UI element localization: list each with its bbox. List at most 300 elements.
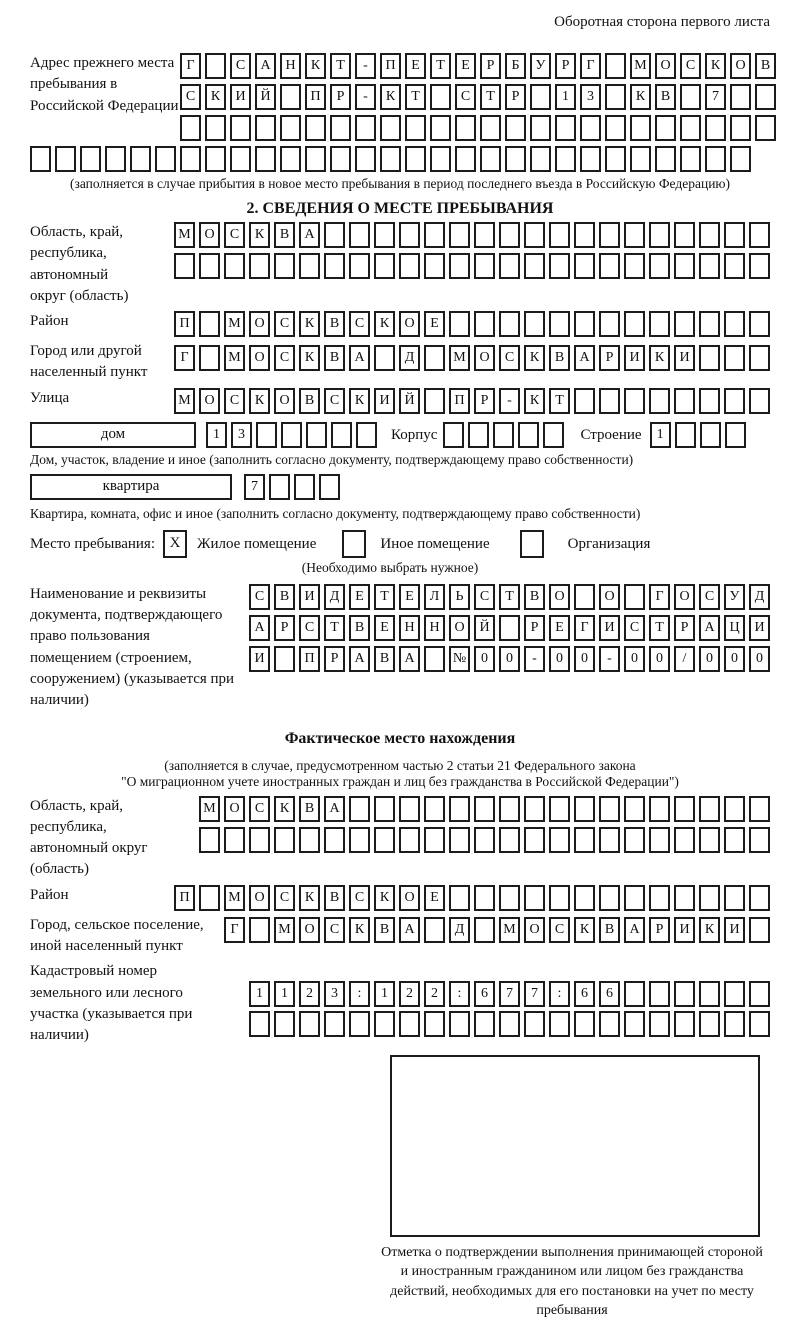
char-box[interactable]: П xyxy=(174,311,195,337)
char-box[interactable] xyxy=(574,311,595,337)
char-box[interactable] xyxy=(549,1011,570,1037)
char-box[interactable]: Е xyxy=(424,311,445,337)
char-box[interactable] xyxy=(294,474,315,500)
char-box[interactable]: О xyxy=(399,311,420,337)
char-box[interactable]: 0 xyxy=(699,646,720,672)
char-box[interactable] xyxy=(524,222,545,248)
char-box[interactable]: 3 xyxy=(580,84,601,110)
char-box[interactable] xyxy=(299,827,320,853)
char-box[interactable]: А xyxy=(249,615,270,641)
char-box[interactable]: И xyxy=(249,646,270,672)
char-box[interactable] xyxy=(749,388,770,414)
char-box[interactable]: В xyxy=(524,584,545,610)
char-box[interactable]: П xyxy=(174,885,195,911)
char-box[interactable] xyxy=(724,1011,745,1037)
char-box[interactable] xyxy=(399,222,420,248)
char-box[interactable] xyxy=(224,827,245,853)
char-box[interactable] xyxy=(605,84,626,110)
char-box[interactable] xyxy=(524,253,545,279)
char-box[interactable] xyxy=(474,1011,495,1037)
char-box[interactable] xyxy=(349,827,370,853)
char-box[interactable]: К xyxy=(630,84,651,110)
char-box[interactable] xyxy=(55,146,76,172)
char-box[interactable] xyxy=(549,253,570,279)
char-box[interactable]: Е xyxy=(374,615,395,641)
char-box[interactable] xyxy=(30,146,51,172)
char-box[interactable]: Й xyxy=(399,388,420,414)
char-box[interactable] xyxy=(599,796,620,822)
char-box[interactable]: В xyxy=(324,311,345,337)
char-box[interactable]: П xyxy=(449,388,470,414)
char-box[interactable]: Н xyxy=(399,615,420,641)
char-box[interactable] xyxy=(749,345,770,371)
char-box[interactable] xyxy=(474,917,495,943)
char-box[interactable]: А xyxy=(349,345,370,371)
char-box[interactable]: В xyxy=(299,388,320,414)
char-box[interactable]: И xyxy=(749,615,770,641)
char-box[interactable] xyxy=(630,115,651,141)
char-box[interactable]: Ь xyxy=(449,584,470,610)
char-box[interactable] xyxy=(274,253,295,279)
char-box[interactable]: М xyxy=(174,222,195,248)
char-box[interactable]: К xyxy=(374,311,395,337)
char-box[interactable] xyxy=(724,222,745,248)
char-box[interactable] xyxy=(174,253,195,279)
char-box[interactable]: Р xyxy=(674,615,695,641)
char-box[interactable]: № xyxy=(449,646,470,672)
char-box[interactable]: Д xyxy=(449,917,470,943)
char-box[interactable] xyxy=(624,827,645,853)
char-box[interactable] xyxy=(349,253,370,279)
char-box[interactable]: А xyxy=(624,917,645,943)
char-box[interactable]: В xyxy=(374,646,395,672)
char-box[interactable] xyxy=(306,422,327,448)
char-box[interactable] xyxy=(543,422,564,448)
char-box[interactable] xyxy=(549,311,570,337)
char-box[interactable] xyxy=(699,388,720,414)
char-box[interactable] xyxy=(205,115,226,141)
char-box[interactable] xyxy=(624,796,645,822)
char-box[interactable]: Й xyxy=(255,84,276,110)
char-box[interactable]: С xyxy=(699,584,720,610)
char-box[interactable]: К xyxy=(299,885,320,911)
char-box[interactable]: - xyxy=(599,646,620,672)
char-box[interactable] xyxy=(574,1011,595,1037)
char-box[interactable]: Р xyxy=(599,345,620,371)
char-box[interactable] xyxy=(599,827,620,853)
char-box[interactable] xyxy=(630,146,651,172)
char-box[interactable] xyxy=(474,796,495,822)
char-box[interactable]: Л xyxy=(424,584,445,610)
char-box[interactable]: И xyxy=(674,917,695,943)
char-box[interactable] xyxy=(424,345,445,371)
char-box[interactable] xyxy=(349,796,370,822)
char-box[interactable] xyxy=(699,981,720,1007)
char-box[interactable] xyxy=(624,981,645,1007)
char-box[interactable]: 7 xyxy=(244,474,265,500)
char-box[interactable] xyxy=(524,885,545,911)
char-box[interactable] xyxy=(424,646,445,672)
char-box[interactable] xyxy=(649,388,670,414)
char-box[interactable] xyxy=(555,146,576,172)
char-box[interactable]: Р xyxy=(474,388,495,414)
char-box[interactable]: Г xyxy=(649,584,670,610)
char-box[interactable] xyxy=(280,146,301,172)
char-box[interactable] xyxy=(449,1011,470,1037)
char-box[interactable]: К xyxy=(299,345,320,371)
char-box[interactable] xyxy=(530,146,551,172)
char-box[interactable] xyxy=(255,146,276,172)
char-box[interactable]: Б xyxy=(505,53,526,79)
char-box[interactable] xyxy=(599,253,620,279)
char-box[interactable] xyxy=(649,253,670,279)
char-box[interactable]: Р xyxy=(524,615,545,641)
char-box[interactable] xyxy=(424,388,445,414)
char-box[interactable] xyxy=(724,388,745,414)
char-box[interactable]: Ц xyxy=(724,615,745,641)
char-box[interactable] xyxy=(424,917,445,943)
char-box[interactable] xyxy=(749,885,770,911)
char-box[interactable] xyxy=(524,311,545,337)
char-box[interactable]: М xyxy=(630,53,651,79)
char-box[interactable]: 0 xyxy=(624,646,645,672)
char-box[interactable] xyxy=(555,115,576,141)
char-box[interactable] xyxy=(724,311,745,337)
char-box[interactable] xyxy=(399,1011,420,1037)
char-box[interactable]: А xyxy=(699,615,720,641)
char-box[interactable]: У xyxy=(724,584,745,610)
char-box[interactable]: О xyxy=(199,222,220,248)
char-box[interactable]: В xyxy=(274,222,295,248)
char-box[interactable] xyxy=(424,222,445,248)
char-box[interactable] xyxy=(380,115,401,141)
char-box[interactable] xyxy=(199,345,220,371)
char-box[interactable] xyxy=(674,796,695,822)
char-box[interactable]: К xyxy=(705,53,726,79)
char-box[interactable]: 6 xyxy=(474,981,495,1007)
char-box[interactable]: Д xyxy=(324,584,345,610)
char-box[interactable]: С xyxy=(274,311,295,337)
char-box[interactable] xyxy=(443,422,464,448)
char-box[interactable] xyxy=(331,422,352,448)
char-box[interactable] xyxy=(430,146,451,172)
char-box[interactable] xyxy=(505,115,526,141)
char-box[interactable]: У xyxy=(530,53,551,79)
char-box[interactable]: 6 xyxy=(599,981,620,1007)
char-box[interactable] xyxy=(499,1011,520,1037)
char-box[interactable] xyxy=(724,827,745,853)
char-box[interactable] xyxy=(624,388,645,414)
char-box[interactable]: Р xyxy=(505,84,526,110)
char-box[interactable]: Е xyxy=(405,53,426,79)
char-box[interactable] xyxy=(199,311,220,337)
char-box[interactable] xyxy=(105,146,126,172)
char-box[interactable] xyxy=(649,222,670,248)
dom-type-box[interactable]: дом xyxy=(30,422,196,448)
char-box[interactable]: К xyxy=(349,388,370,414)
char-box[interactable]: К xyxy=(249,222,270,248)
char-box[interactable]: М xyxy=(174,388,195,414)
char-box[interactable]: О xyxy=(449,615,470,641)
char-box[interactable]: М xyxy=(199,796,220,822)
char-box[interactable]: 0 xyxy=(549,646,570,672)
char-box[interactable]: С xyxy=(274,885,295,911)
char-box[interactable]: Р xyxy=(324,646,345,672)
char-box[interactable]: О xyxy=(249,885,270,911)
char-box[interactable] xyxy=(374,1011,395,1037)
char-box[interactable] xyxy=(399,827,420,853)
char-box[interactable] xyxy=(724,981,745,1007)
char-box[interactable] xyxy=(499,311,520,337)
char-box[interactable]: С xyxy=(474,584,495,610)
char-box[interactable]: С xyxy=(499,345,520,371)
char-box[interactable] xyxy=(324,827,345,853)
char-box[interactable]: И xyxy=(674,345,695,371)
char-box[interactable] xyxy=(499,222,520,248)
char-box[interactable] xyxy=(699,885,720,911)
char-box[interactable] xyxy=(724,253,745,279)
char-box[interactable] xyxy=(330,146,351,172)
char-box[interactable] xyxy=(749,253,770,279)
char-box[interactable]: С xyxy=(230,53,251,79)
char-box[interactable] xyxy=(474,311,495,337)
checkbox-zhiloe-pomeshchenie[interactable]: X xyxy=(163,530,187,558)
char-box[interactable]: / xyxy=(674,646,695,672)
char-box[interactable]: 2 xyxy=(399,981,420,1007)
char-box[interactable]: 1 xyxy=(650,422,671,448)
char-box[interactable]: Д xyxy=(399,345,420,371)
char-box[interactable] xyxy=(699,311,720,337)
char-box[interactable] xyxy=(524,1011,545,1037)
char-box[interactable] xyxy=(724,345,745,371)
char-box[interactable] xyxy=(749,222,770,248)
char-box[interactable] xyxy=(355,115,376,141)
char-box[interactable] xyxy=(574,253,595,279)
char-box[interactable]: М xyxy=(224,345,245,371)
char-box[interactable]: Т xyxy=(324,615,345,641)
char-box[interactable] xyxy=(699,827,720,853)
char-box[interactable]: Г xyxy=(180,53,201,79)
char-box[interactable]: О xyxy=(299,917,320,943)
char-box[interactable] xyxy=(305,115,326,141)
char-box[interactable]: - xyxy=(524,646,545,672)
char-box[interactable] xyxy=(649,981,670,1007)
char-box[interactable] xyxy=(430,84,451,110)
char-box[interactable] xyxy=(499,827,520,853)
char-box[interactable]: К xyxy=(699,917,720,943)
char-box[interactable]: К xyxy=(374,885,395,911)
char-box[interactable] xyxy=(599,1011,620,1037)
char-box[interactable] xyxy=(249,1011,270,1037)
char-box[interactable]: С xyxy=(349,311,370,337)
char-box[interactable] xyxy=(180,146,201,172)
char-box[interactable]: 1 xyxy=(249,981,270,1007)
char-box[interactable] xyxy=(499,796,520,822)
char-box[interactable] xyxy=(280,115,301,141)
char-box[interactable]: Т xyxy=(405,84,426,110)
char-box[interactable] xyxy=(699,345,720,371)
char-box[interactable] xyxy=(699,253,720,279)
char-box[interactable]: А xyxy=(574,345,595,371)
char-box[interactable] xyxy=(199,827,220,853)
char-box[interactable] xyxy=(680,146,701,172)
char-box[interactable] xyxy=(356,422,377,448)
char-box[interactable] xyxy=(474,827,495,853)
char-box[interactable] xyxy=(530,84,551,110)
char-box[interactable]: О xyxy=(399,885,420,911)
char-box[interactable]: 2 xyxy=(299,981,320,1007)
char-box[interactable]: Т xyxy=(649,615,670,641)
char-box[interactable] xyxy=(730,146,751,172)
char-box[interactable]: Т xyxy=(499,584,520,610)
char-box[interactable] xyxy=(424,796,445,822)
char-box[interactable] xyxy=(424,1011,445,1037)
char-box[interactable] xyxy=(605,146,626,172)
char-box[interactable]: В xyxy=(755,53,776,79)
char-box[interactable]: 7 xyxy=(524,981,545,1007)
char-box[interactable]: Г xyxy=(224,917,245,943)
char-box[interactable] xyxy=(493,422,514,448)
char-box[interactable]: К xyxy=(249,388,270,414)
char-box[interactable]: С xyxy=(180,84,201,110)
char-box[interactable] xyxy=(374,827,395,853)
char-box[interactable] xyxy=(224,253,245,279)
char-box[interactable]: В xyxy=(599,917,620,943)
char-box[interactable] xyxy=(455,146,476,172)
char-box[interactable] xyxy=(449,885,470,911)
char-box[interactable] xyxy=(675,422,696,448)
char-box[interactable] xyxy=(674,388,695,414)
char-box[interactable] xyxy=(599,311,620,337)
char-box[interactable] xyxy=(674,885,695,911)
char-box[interactable] xyxy=(205,53,226,79)
char-box[interactable] xyxy=(249,253,270,279)
char-box[interactable] xyxy=(549,827,570,853)
char-box[interactable] xyxy=(499,885,520,911)
char-box[interactable] xyxy=(255,115,276,141)
char-box[interactable] xyxy=(524,796,545,822)
char-box[interactable] xyxy=(549,222,570,248)
char-box[interactable] xyxy=(324,1011,345,1037)
char-box[interactable]: Т xyxy=(549,388,570,414)
char-box[interactable] xyxy=(530,115,551,141)
char-box[interactable]: - xyxy=(355,53,376,79)
char-box[interactable]: 0 xyxy=(649,646,670,672)
char-box[interactable] xyxy=(730,84,751,110)
char-box[interactable] xyxy=(518,422,539,448)
char-box[interactable] xyxy=(299,1011,320,1037)
char-box[interactable] xyxy=(505,146,526,172)
char-box[interactable]: К xyxy=(524,388,545,414)
char-box[interactable] xyxy=(580,146,601,172)
char-box[interactable]: С xyxy=(349,885,370,911)
char-box[interactable] xyxy=(474,885,495,911)
char-box[interactable] xyxy=(624,253,645,279)
char-box[interactable]: И xyxy=(724,917,745,943)
char-box[interactable]: Е xyxy=(424,885,445,911)
char-box[interactable]: О xyxy=(674,584,695,610)
char-box[interactable] xyxy=(399,796,420,822)
char-box[interactable] xyxy=(649,1011,670,1037)
char-box[interactable] xyxy=(574,388,595,414)
char-box[interactable] xyxy=(624,885,645,911)
char-box[interactable] xyxy=(474,222,495,248)
char-box[interactable] xyxy=(624,1011,645,1037)
char-box[interactable] xyxy=(199,253,220,279)
char-box[interactable]: С xyxy=(324,917,345,943)
char-box[interactable]: К xyxy=(349,917,370,943)
char-box[interactable]: Г xyxy=(174,345,195,371)
char-box[interactable]: С xyxy=(224,222,245,248)
char-box[interactable]: О xyxy=(524,917,545,943)
char-box[interactable] xyxy=(749,311,770,337)
char-box[interactable]: : xyxy=(349,981,370,1007)
char-box[interactable] xyxy=(624,222,645,248)
char-box[interactable]: П xyxy=(380,53,401,79)
char-box[interactable] xyxy=(674,222,695,248)
char-box[interactable] xyxy=(574,584,595,610)
char-box[interactable]: В xyxy=(349,615,370,641)
char-box[interactable]: М xyxy=(499,917,520,943)
char-box[interactable] xyxy=(349,222,370,248)
char-box[interactable] xyxy=(480,115,501,141)
char-box[interactable] xyxy=(724,885,745,911)
char-box[interactable] xyxy=(455,115,476,141)
char-box[interactable] xyxy=(424,827,445,853)
char-box[interactable]: О xyxy=(730,53,751,79)
char-box[interactable] xyxy=(269,474,290,500)
char-box[interactable]: Р xyxy=(649,917,670,943)
char-box[interactable] xyxy=(749,827,770,853)
char-box[interactable]: 0 xyxy=(574,646,595,672)
char-box[interactable]: Г xyxy=(574,615,595,641)
checkbox-inoe-pomeshchenie[interactable] xyxy=(342,530,366,558)
char-box[interactable]: 2 xyxy=(424,981,445,1007)
char-box[interactable]: В xyxy=(549,345,570,371)
char-box[interactable] xyxy=(599,885,620,911)
char-box[interactable]: М xyxy=(274,917,295,943)
char-box[interactable]: - xyxy=(355,84,376,110)
char-box[interactable]: М xyxy=(224,885,245,911)
char-box[interactable]: М xyxy=(449,345,470,371)
char-box[interactable] xyxy=(624,311,645,337)
char-box[interactable] xyxy=(549,796,570,822)
char-box[interactable] xyxy=(374,345,395,371)
char-box[interactable]: И xyxy=(599,615,620,641)
char-box[interactable] xyxy=(256,422,277,448)
char-box[interactable]: Е xyxy=(549,615,570,641)
char-box[interactable] xyxy=(430,115,451,141)
char-box[interactable] xyxy=(449,222,470,248)
char-box[interactable] xyxy=(605,53,626,79)
char-box[interactable] xyxy=(230,146,251,172)
char-box[interactable] xyxy=(399,253,420,279)
char-box[interactable] xyxy=(374,222,395,248)
char-box[interactable] xyxy=(649,827,670,853)
char-box[interactable]: 0 xyxy=(724,646,745,672)
char-box[interactable] xyxy=(249,917,270,943)
char-box[interactable] xyxy=(319,474,340,500)
char-box[interactable] xyxy=(749,796,770,822)
kvartira-type-box[interactable]: квартира xyxy=(30,474,232,500)
char-box[interactable] xyxy=(480,146,501,172)
char-box[interactable]: И xyxy=(230,84,251,110)
char-box[interactable]: К xyxy=(305,53,326,79)
char-box[interactable] xyxy=(324,222,345,248)
char-box[interactable]: 0 xyxy=(749,646,770,672)
char-box[interactable] xyxy=(699,1011,720,1037)
char-box[interactable] xyxy=(324,253,345,279)
